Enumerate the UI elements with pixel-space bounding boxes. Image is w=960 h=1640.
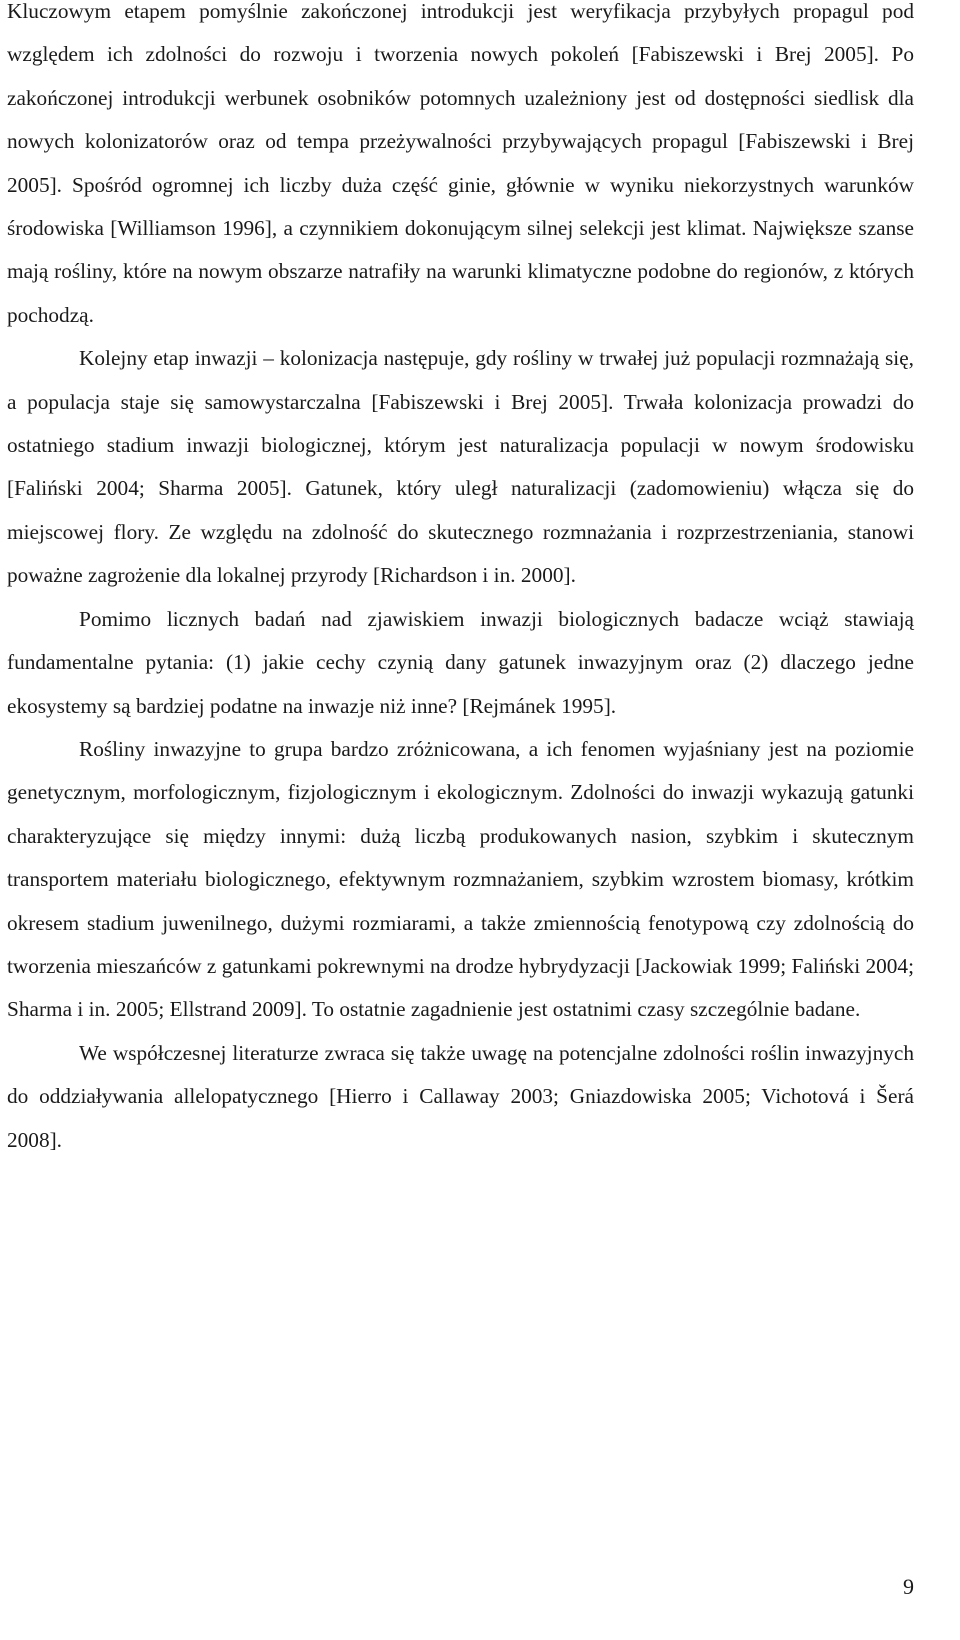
paragraph-2: Kolejny etap inwazji – kolonizacja następuje, gdy rośliny w trwałej już populacji rozmnażają się, a populacja staje się samowystarczalna [Fabiszewski i Brej 2005]. Trwała kolonizacja prowadzi do ostatniego stadium inwazji biologicznej, którym jest naturalizacja populacji w nowym środowisku [Faliński 2004; Sharma 2005]. Gatunek, który uległ naturalizacji (zadomowieniu) włącza się do miejscowej flory. Ze względu na zdolność do skutecznego rozmnażania i rozprzestrzeniania, stanowi poważne zagrożenie dla lokalnej przyrody [Richardson i in. 2000].	[7, 346, 914, 588]
paragraph-4: Rośliny inwazyjne to grupa bardzo zróżnicowana, a ich fenomen wyjaśniany jest na poziomie genetycznym, morfologicznym, fizjologicznym i ekologicznym. Zdolności do inwazji wykazują gatunki charakteryzujące się między innymi: dużą liczbą produkowanych nasion, szybkim i skutecznym transportem materiału biologicznego, efektywnym rozmnażaniem, szybkim wzrostem biomasy, krótkim okresem stadium juwenilnego, dużymi rozmiarami, a także zmiennością fenotypową czy zdolnością do tworzenia mieszańców z gatunkami pokrewnymi na drodze hybrydyzacji [Jackowiak 1999; Faliński 2004; Sharma i in. 2005; Ellstrand 2009]. To ostatnie zagadnienie jest ostatnimi czasy szczególnie badane.	[7, 736, 914, 1022]
document-page	[7, 0, 914, 1162]
paragraph-5: We współczesnej literaturze zwraca się także uwagę na potencjalne zdolności roślin inwazyjnych do oddziaływania allelopatycznego [Hierro i Callaway 2003; Gniazdowiska 2005; Vichotová i Šerá 2008].	[7, 1040, 914, 1152]
page-number: 9	[903, 1574, 914, 1599]
paragraph-1: Kluczowym etapem pomyślnie zakończonej introdukcji jest weryfikacja przybyłych propagul pod względem ich zdolności do rozwoju i tworzenia nowych pokoleń [Fabiszewski i Brej 2005]. Po zakończonej introdukcji werbunek osobników potomnych uzależniony jest od dostępności siedlisk dla nowych kolonizatorów oraz od tempa przeżywalności przybywających propagul [Fabiszewski i Brej 2005]. Spośród ogromnej ich liczby duża część ginie, głównie w wyniku niekorzystnych warunków środowiska [Williamson 1996], a czynnikiem dokonującym silnej selekcji jest klimat. Największe szanse mają rośliny, które na nowym obszarze natrafiły na warunki klimatyczne podobne do regionów, z których pochodzą.	[7, 0, 914, 327]
paragraph-3: Pomimo licznych badań nad zjawiskiem inwazji biologicznych badacze wciąż stawiają fundamentalne pytania: (1) jakie cechy czynią dany gatunek inwazyjnym oraz (2) dlaczego jedne ekosystemy są bardziej podatne na inwazje niż inne? [Rejmánek 1995].	[7, 606, 914, 718]
